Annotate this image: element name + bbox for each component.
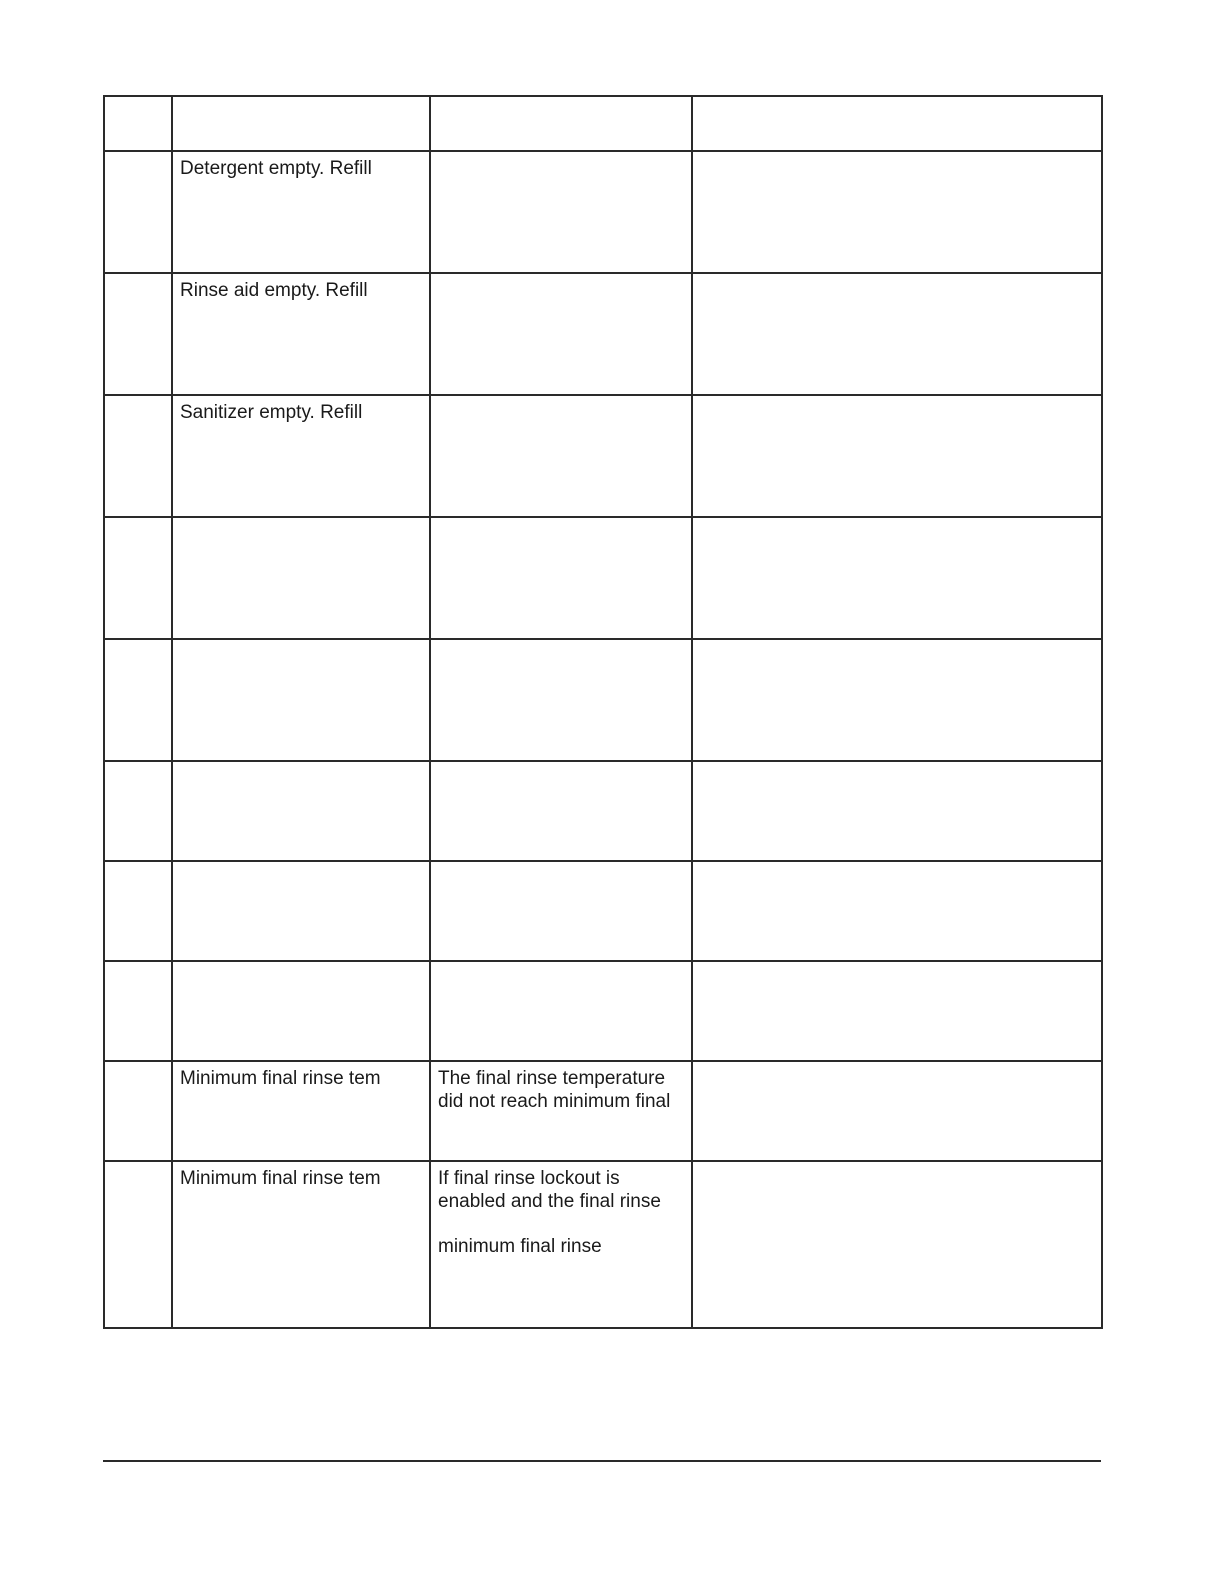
- code-cell: [104, 761, 172, 861]
- message-cell: [172, 761, 430, 861]
- description-cell: [430, 96, 692, 151]
- description-cell: [430, 1161, 692, 1328]
- description-line: did not reach minimum final: [438, 1091, 671, 1112]
- table-header-row: [104, 96, 1102, 151]
- description-cell: [430, 273, 692, 395]
- description-cell: [430, 961, 692, 1061]
- error-code-table: [103, 95, 1103, 1329]
- table-row: [104, 517, 1102, 639]
- action-cell: [692, 961, 1102, 1061]
- code-cell: [104, 1161, 172, 1328]
- message-cell: [172, 961, 430, 1061]
- message-cell: Minimum final rinse tem: [172, 1161, 430, 1328]
- code-cell: [104, 961, 172, 1061]
- message-cell: Minimum final rinse tem: [172, 1061, 430, 1161]
- description-cell: [430, 761, 692, 861]
- message-cell: [172, 861, 430, 961]
- description-line: enabled and the final rinse: [438, 1191, 661, 1212]
- code-cell: [104, 639, 172, 761]
- table-row: [104, 273, 1102, 395]
- description-cell: [430, 861, 692, 961]
- footer-divider: [103, 1460, 1101, 1462]
- table-row: [104, 1161, 1102, 1328]
- code-cell: [104, 395, 172, 517]
- action-cell: [692, 517, 1102, 639]
- code-cell: [104, 1061, 172, 1161]
- action-cell: [692, 395, 1102, 517]
- description-line: If final rinse lockout is: [438, 1168, 620, 1189]
- message-cell: [172, 639, 430, 761]
- table-row: [104, 1061, 1102, 1161]
- table-row: [104, 395, 1102, 517]
- code-cell: [104, 861, 172, 961]
- message-cell: Rinse aid empty. Refill: [172, 273, 430, 395]
- action-cell: [692, 861, 1102, 961]
- message-cell: [172, 517, 430, 639]
- action-cell: [692, 1061, 1102, 1161]
- code-cell: [104, 96, 172, 151]
- action-cell: [692, 151, 1102, 273]
- description-cell: [430, 1061, 692, 1161]
- description-line: minimum final rinse: [438, 1236, 602, 1257]
- table-row: [104, 151, 1102, 273]
- description-line: The final rinse temperature: [438, 1068, 666, 1089]
- table-row: [104, 961, 1102, 1061]
- message-cell: Detergent empty. Refill: [172, 151, 430, 273]
- description-cell: [430, 639, 692, 761]
- code-cell: [104, 273, 172, 395]
- table-row: [104, 639, 1102, 761]
- action-cell: [692, 273, 1102, 395]
- table-row: [104, 761, 1102, 861]
- description-cell: [430, 151, 692, 273]
- action-cell: [692, 639, 1102, 761]
- description-cell: [430, 517, 692, 639]
- code-cell: [104, 151, 172, 273]
- table-row: [104, 861, 1102, 961]
- action-cell: [692, 1161, 1102, 1328]
- action-cell: [692, 96, 1102, 151]
- description-cell: [430, 395, 692, 517]
- message-cell: Sanitizer empty. Refill: [172, 395, 430, 517]
- message-cell: [172, 96, 430, 151]
- action-cell: [692, 761, 1102, 861]
- code-cell: [104, 517, 172, 639]
- description-blank-line: [438, 1213, 684, 1235]
